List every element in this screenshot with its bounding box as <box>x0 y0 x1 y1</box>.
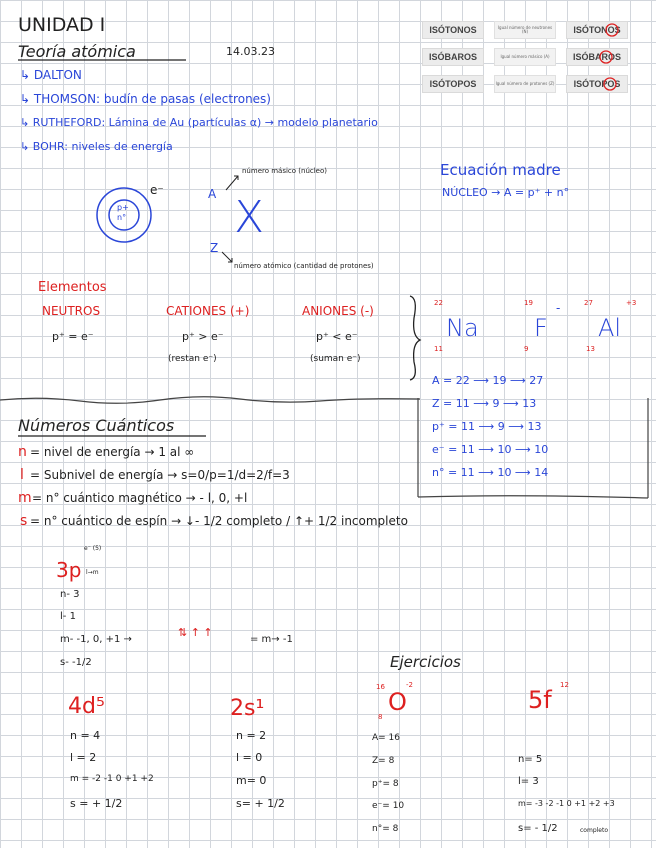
ex3p-arrows: ⇅ ↑ ↑ <box>178 626 213 639</box>
chip-isotopos-desc: Igual número de protones (Z) <box>494 75 556 93</box>
cuantico-s-key: s <box>20 513 28 529</box>
al-atomic: 13 <box>586 345 595 353</box>
ej1-l: l = 2 <box>70 751 97 764</box>
ej3-row-a: A= 16 <box>372 733 401 743</box>
chip-isobaros-mark: ISÓBAROS <box>566 48 628 66</box>
al-mass: 27 <box>584 299 593 307</box>
ej3-row-n: n°= 8 <box>372 824 399 834</box>
f-symbol: F <box>534 314 548 342</box>
table-row-e: e⁻ = 11 ⟶ 10 ⟶ 10 <box>432 443 549 456</box>
cationes-rel: p⁺ > e⁻ <box>182 330 224 343</box>
chip-isotopos-mark: ISÓTOPOS <box>566 75 628 93</box>
ej4-n: n= 5 <box>518 754 543 765</box>
nucleus-p: p+ <box>117 203 129 212</box>
model-thomson: ↳ THOMSON: budín de pasas (electrones) <box>20 92 271 106</box>
cuantico-m-text: = n° cuántico magnético → - l, 0, +l <box>32 491 248 505</box>
ej4-m: m= -3 -2 -1 0 +1 +2 +3 <box>518 799 615 808</box>
model-rutheford: ↳ RUTHEFORD: Lámina de Au (partículas α) → modelo planetario <box>20 116 378 129</box>
chip-isotonos: ISÓTONOS <box>422 21 484 39</box>
al-charge: +3 <box>626 299 637 307</box>
ej2-m: m= 0 <box>236 774 267 787</box>
ej4-s-note: completo <box>580 827 609 834</box>
ej2-n: n = 2 <box>236 729 267 742</box>
chip-isobaros: ISÓBAROS <box>422 48 484 66</box>
cuantico-n-key: n <box>18 444 27 460</box>
elementos-title: Elementos <box>38 280 107 295</box>
ej1-m: m = -2 -1 0 +1 +2 <box>70 774 154 784</box>
cationes-note: (restan e⁻) <box>168 354 217 364</box>
cuantico-l-key: l <box>20 467 24 483</box>
table-row-z: Z = 11 ⟶ 9 ⟶ 13 <box>432 397 537 410</box>
electron-label: e⁻ <box>150 183 164 197</box>
ex3p-n: n- 3 <box>60 589 80 600</box>
arrow-mass <box>226 176 238 190</box>
ex3p-l: l- 1 <box>60 611 76 622</box>
ej3-atomic: 8 <box>378 713 383 721</box>
table-row-a: A = 22 ⟶ 19 ⟶ 27 <box>432 374 544 387</box>
neutros-rel: p⁺ = e⁻ <box>52 330 94 343</box>
equation-title: Ecuación madre <box>440 161 561 179</box>
cuantico-l-text: = Subnivel de energía → s=0/p=1/d=2/f=3 <box>30 468 290 482</box>
model-dalton: ↳ DALTON <box>20 68 82 82</box>
model-bohr: ↳ BOHR: niveles de energía <box>20 140 173 153</box>
ej2-l: l = 0 <box>236 751 263 764</box>
cuantico-m-key: m <box>18 490 32 506</box>
ej2-s: s= + 1/2 <box>236 797 285 810</box>
chip-isotonos-mark: ISÓTONOS <box>566 21 628 39</box>
mark-circle-n <box>606 24 618 36</box>
ex3p-s: s- -1/2 <box>60 657 92 668</box>
ej1-label: 4d⁵ <box>68 694 105 719</box>
neutros-label: NEUTROS <box>42 304 101 318</box>
ejercicios-title: Ejercicios <box>390 653 461 671</box>
aniones-label: ANIONES (-) <box>302 304 374 318</box>
ej2-label: 2s¹ <box>230 696 265 721</box>
ej4-exp: 12 <box>560 681 569 689</box>
atomic-letter: Z <box>210 241 219 255</box>
cationes-label: CATIONES (+) <box>166 304 250 318</box>
ej3-charge: -2 <box>406 681 413 689</box>
mass-letter: A <box>208 187 217 201</box>
nucleus-n: n° <box>117 213 127 222</box>
ej3-row-p: p⁺= 8 <box>372 779 399 789</box>
na-atomic: 11 <box>434 345 443 353</box>
ex3p-note-lm: l→m <box>86 569 99 576</box>
mark-circle-p <box>604 78 616 90</box>
ej3-row-z: Z= 8 <box>372 756 395 766</box>
ex3p-m-result: = m→ -1 <box>250 634 293 645</box>
cuanticos-title: Números Cuánticos <box>18 416 175 435</box>
table-row-n: n° = 11 ⟶ 10 ⟶ 14 <box>432 466 549 479</box>
arrow-atomic <box>222 252 232 262</box>
ex3p-note-e: e⁻ (5) <box>84 545 102 552</box>
ej3-row-e: e⁻= 10 <box>372 801 405 811</box>
f-charge: - <box>556 301 561 315</box>
equation-formula: NÚCLEO → A = p⁺ + n° <box>442 186 570 199</box>
table-row-p: p⁺ = 11 ⟶ 9 ⟶ 13 <box>432 420 542 433</box>
ex3p-label: 3p <box>56 558 82 582</box>
ej1-n: n = 4 <box>70 729 101 742</box>
mass-note: número másico (núcleo) <box>242 167 328 175</box>
chip-isotonos-desc: Igual número de neutrones (N) <box>494 21 556 39</box>
ej1-s: s = + 1/2 <box>70 797 123 810</box>
ej3-mass: 16 <box>376 683 385 691</box>
chip-isobaros-desc: Igual número másico (A) <box>494 48 556 66</box>
ej4-label: 5f <box>528 686 552 714</box>
chip-isotopos: ISÓTOPOS <box>422 75 484 93</box>
ej4-s: s= - 1/2 <box>518 823 558 834</box>
divider-wave <box>0 397 420 404</box>
page-title: Teoría atómica <box>18 42 136 61</box>
ex3p-m: m- -1, 0, +1 → <box>60 634 132 645</box>
ej3-label: O <box>388 688 407 716</box>
date-label: 14.03.23 <box>226 45 275 58</box>
na-symbol: Na <box>446 314 479 342</box>
unit-title: UNIDAD I <box>18 14 106 36</box>
brace <box>410 296 420 380</box>
na-mass: 22 <box>434 299 443 307</box>
cuantico-s-text: = n° cuántico de espín → ↓- 1/2 completo / ↑+ 1/2 incompleto <box>30 514 408 528</box>
aniones-note: (suman e⁻) <box>310 354 361 364</box>
mark-circle-a <box>600 51 612 63</box>
atomic-note: número atómico (cantidad de protones) <box>234 262 374 270</box>
ej4-l: l= 3 <box>518 776 539 787</box>
f-atomic: 9 <box>524 345 529 353</box>
f-mass: 19 <box>524 299 533 307</box>
cuantico-n-text: = nivel de energía → 1 al ∞ <box>30 445 195 459</box>
element-x: X <box>234 192 265 243</box>
al-symbol: Al <box>598 314 622 342</box>
aniones-rel: p⁺ < e⁻ <box>316 330 358 343</box>
